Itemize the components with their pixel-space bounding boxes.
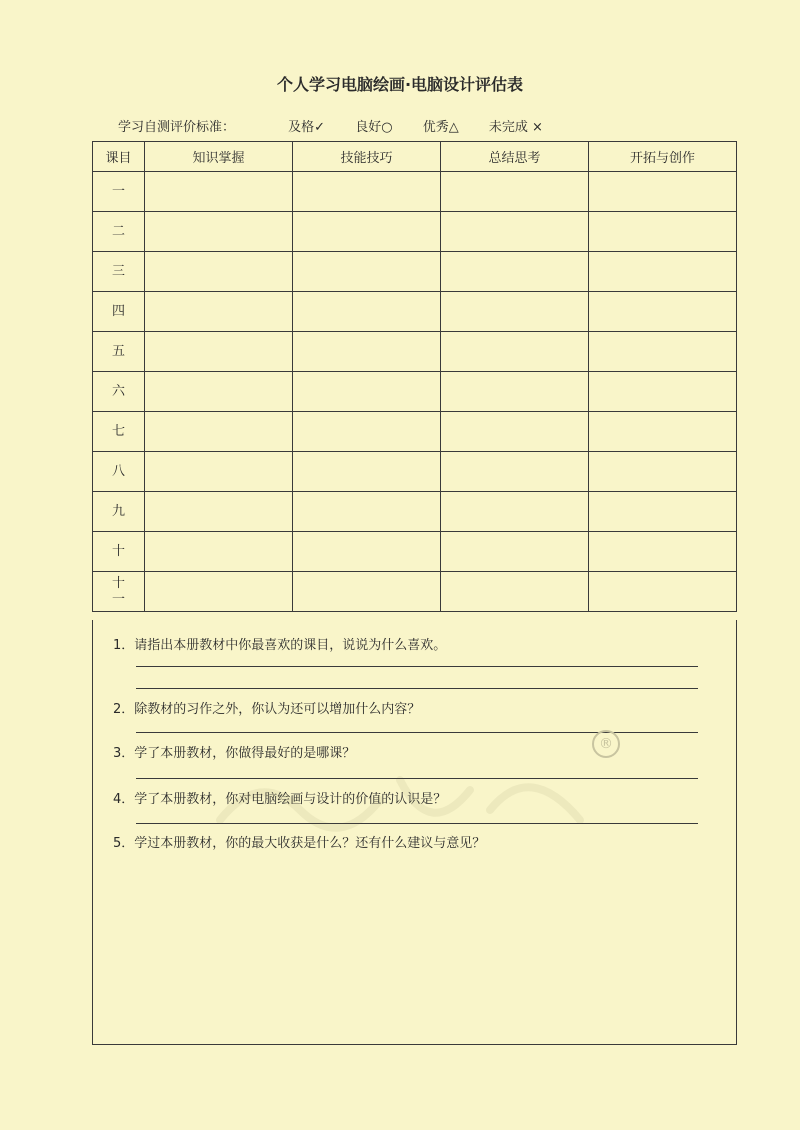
lesson-cell [93,212,145,252]
rating-cell-reflection[interactable] [441,532,589,572]
rating-cell-skills[interactable] [293,372,441,412]
rating-cell-knowledge[interactable] [145,532,293,572]
rating-cell-reflection[interactable] [441,452,589,492]
rating-cell-knowledge[interactable] [145,172,293,212]
rating-cell-reflection[interactable] [441,412,589,452]
lesson-cell [93,172,145,212]
criteria-pass: 及格✓ [288,120,326,135]
question-1: 1．请指出本册教材中你最喜欢的课目，说说为什么喜欢。 [113,638,447,653]
lesson-cell [93,372,145,412]
page-title: 个人学习电脑绘画·电脑设计评估表 [276,75,524,94]
rating-cell-reflection[interactable] [441,572,589,612]
rating-cell-knowledge[interactable] [145,332,293,372]
lesson-label: 四 [111,303,125,319]
rating-cell-creation[interactable] [589,452,737,492]
rating-cell-reflection[interactable] [441,372,589,412]
table-row [93,452,737,492]
lesson-cell [93,292,145,332]
rating-cell-skills[interactable] [293,332,441,372]
rating-cell-creation[interactable] [589,172,737,212]
rating-cell-knowledge[interactable] [145,452,293,492]
criteria-excellent: 优秀△ [422,120,459,135]
rating-cell-skills[interactable] [293,452,441,492]
table-header-row [93,142,737,172]
question-3: 3．学了本册教材，你做得最好的是哪课？ [113,746,356,761]
rating-cell-creation[interactable] [589,332,737,372]
table-row [93,292,737,332]
answer-line[interactable] [136,688,698,689]
rating-cell-knowledge[interactable] [145,292,293,332]
rating-cell-skills[interactable] [293,172,441,212]
check-icon: ✓ [314,120,326,135]
lesson-cell [93,452,145,492]
rating-cell-creation[interactable] [589,212,737,252]
answer-line[interactable] [136,666,698,667]
table-row [93,492,737,532]
lesson-label: 九 [111,503,125,519]
lesson-cell [93,532,145,572]
table-row [93,212,737,252]
table-row [93,412,737,452]
circle-icon: ○ [381,120,393,135]
question-4: 4．学了本册教材，你对电脑绘画与设计的价值的认识是？ [113,792,447,807]
lesson-label: 十 一 [111,575,125,607]
table-row [93,372,737,412]
question-5: 5．学过本册教材，你的最大收获是什么？还有什么建议与意见？ [113,836,486,851]
registered-mark-icon: ® [592,730,620,758]
table-row [93,532,737,572]
rating-cell-knowledge[interactable] [145,372,293,412]
lesson-cell [93,332,145,372]
header-creation: 开拓与创作 [589,142,737,172]
rating-cell-creation[interactable] [589,572,737,612]
rating-cell-skills[interactable] [293,212,441,252]
table-row [93,252,737,292]
rating-cell-creation[interactable] [589,532,737,572]
rating-cell-creation[interactable] [589,372,737,412]
rating-cell-reflection[interactable] [441,172,589,212]
criteria-good: 良好○ [355,120,393,135]
rating-cell-reflection[interactable] [441,332,589,372]
lesson-cell [93,252,145,292]
answer-line[interactable] [136,778,698,779]
rating-cell-knowledge[interactable] [145,212,293,252]
rating-cell-reflection[interactable] [441,292,589,332]
rating-cell-knowledge[interactable] [145,252,293,292]
header-knowledge: 知识掌握 [145,142,293,172]
rating-cell-knowledge[interactable] [145,492,293,532]
rating-cell-skills[interactable] [293,572,441,612]
rating-cell-creation[interactable] [589,252,737,292]
rating-cell-creation[interactable] [589,492,737,532]
lesson-label: 一 [111,183,125,199]
evaluation-criteria [118,116,678,135]
rating-cell-creation[interactable] [589,412,737,452]
criteria-incomplete: 未完成 × [488,120,543,135]
questions-section [92,620,737,1045]
header-skills: 技能技巧 [293,142,441,172]
rating-cell-skills[interactable] [293,292,441,332]
rating-cell-skills[interactable] [293,412,441,452]
lesson-label: 七 [111,423,125,439]
triangle-icon: △ [448,120,459,135]
table-row [93,332,737,372]
question-2: 2．除教材的习作之外，你认为还可以增加什么内容？ [113,702,421,717]
rating-cell-skills[interactable] [293,492,441,532]
lesson-cell [93,572,145,612]
lesson-label: 二 [111,223,125,239]
rating-cell-knowledge[interactable] [145,572,293,612]
table-row [93,172,737,212]
rating-cell-skills[interactable] [293,252,441,292]
rating-cell-creation[interactable] [589,292,737,332]
rating-cell-skills[interactable] [293,532,441,572]
lesson-label: 六 [111,383,125,399]
lesson-cell [93,492,145,532]
evaluation-table [92,141,737,612]
table-row [93,572,737,612]
lesson-cell [93,412,145,452]
lesson-label: 十 [111,543,125,559]
answer-line[interactable] [136,823,698,824]
cross-icon: × [527,120,543,135]
lesson-label: 八 [111,463,125,479]
rating-cell-knowledge[interactable] [145,412,293,452]
header-reflection: 总结思考 [441,142,589,172]
rating-cell-reflection[interactable] [441,492,589,532]
lesson-label: 三 [111,263,125,279]
rating-cell-reflection[interactable] [441,212,589,252]
rating-cell-reflection[interactable] [441,252,589,292]
lesson-label: 五 [111,343,125,359]
header-course: 课目 [93,142,145,172]
criteria-label: 学习自测评价标准： [118,120,236,135]
